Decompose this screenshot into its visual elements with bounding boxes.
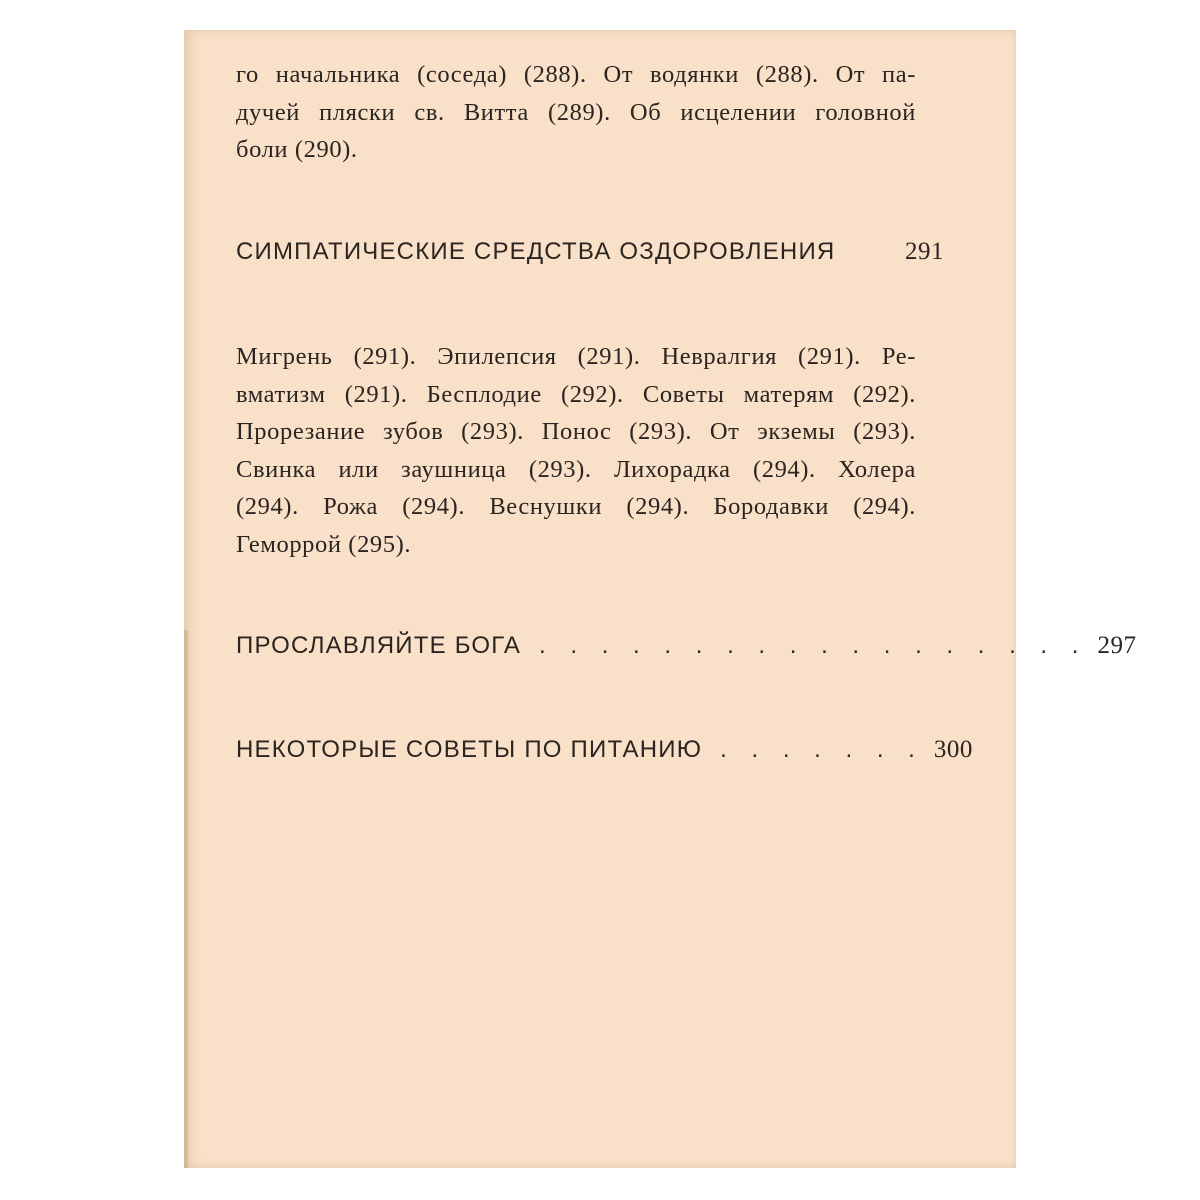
paragraph-line: Прорезание зубов (293). Понос (293). От экземы (293).	[236, 418, 916, 445]
toc-entry-page: 300	[933, 736, 973, 763]
toc-entry-praise-god	[236, 632, 1137, 660]
toc-entry-sympathetic-remedies	[236, 238, 944, 266]
toc-dot-leader: . . . . . . . . . . . . . . . . . .	[539, 632, 1088, 659]
paragraph-line: го начальника (соседа) (288). От водянки (288). От па-	[236, 61, 916, 88]
continued-paragraph	[236, 56, 916, 169]
paragraph-line: Свинка или заушница (293). Лихорадка (294). Холера	[236, 455, 916, 483]
section-contents-paragraph	[236, 338, 916, 563]
toc-entry-title: НЕКОТОРЫЕ СОВЕТЫ ПО ПИТАНИЮ	[236, 736, 703, 763]
toc-dot-leader: . . . . . . .	[720, 736, 924, 763]
paragraph-line: (294). Рожа (294). Веснушки (294). Бородавки (294).	[236, 493, 916, 520]
paragraph-line: боли (290).	[236, 136, 358, 163]
toc-entry-title: СИМПАТИЧЕСКИЕ СРЕДСТВА ОЗДОРОВЛЕНИЯ	[236, 238, 836, 265]
toc-entry-nutrition-tips	[236, 736, 973, 764]
book-page	[184, 30, 1016, 1168]
toc-entry-page: 291	[905, 238, 944, 265]
paragraph-line: Мигрень (291). Эпилепсия (291). Невралгия (291). Ре-	[236, 343, 916, 370]
paragraph-line: дучей пляски св. Витта (289). Об исцелении головной	[236, 98, 916, 126]
paragraph-line: Геморрой (295).	[236, 530, 412, 558]
page-spine-shadow	[184, 630, 188, 1168]
toc-entry-title: ПРОСЛАВЛЯЙТЕ БОГА	[236, 632, 522, 659]
toc-entry-page: 297	[1097, 632, 1137, 659]
paragraph-line: вматизм (291). Бесплодие (292). Советы матерям (292).	[236, 380, 916, 408]
